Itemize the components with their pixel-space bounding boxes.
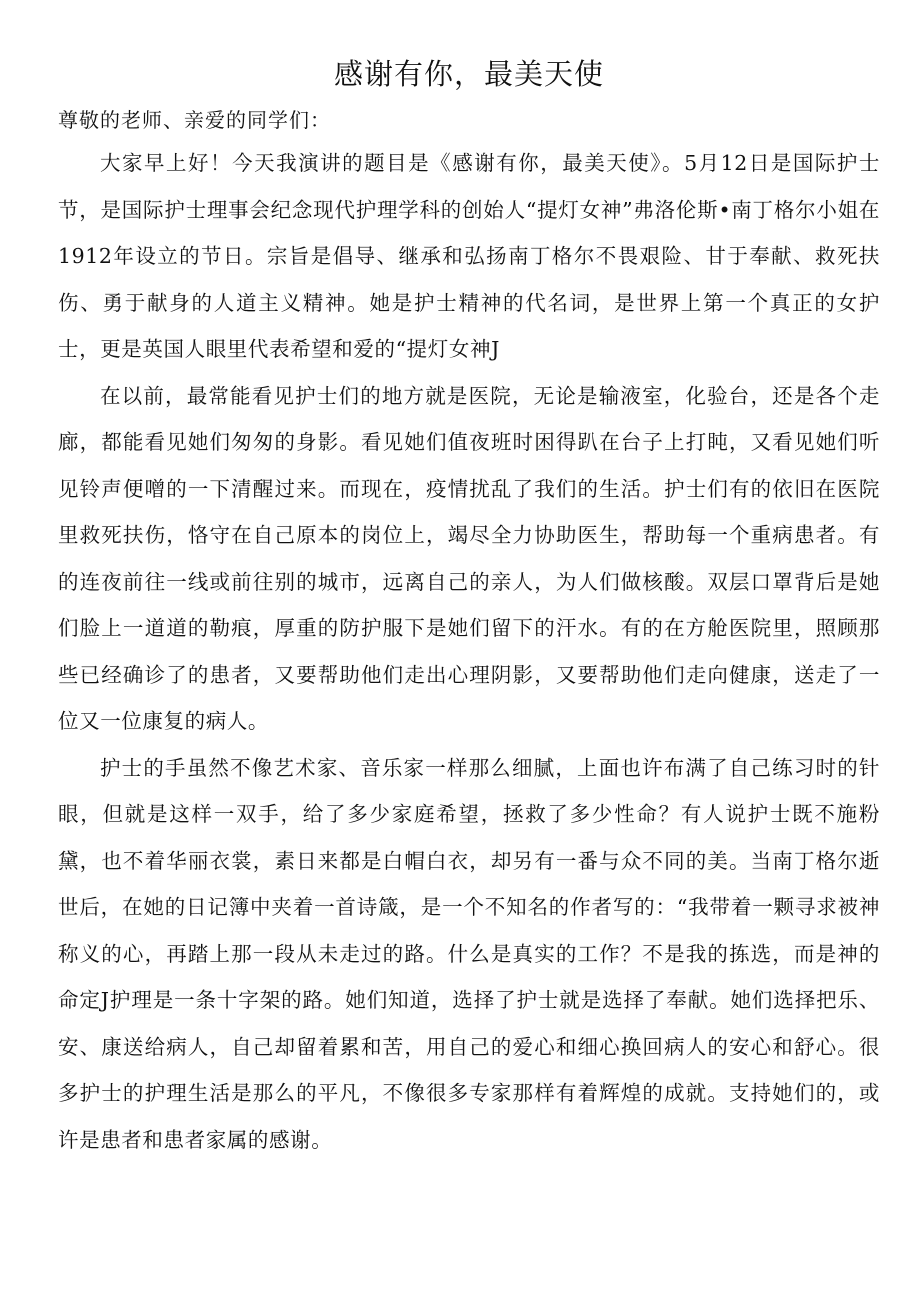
document-title: 感谢有你，最美天使: [333, 57, 604, 91]
paragraph-3: 护士的手虽然不像艺术家、音乐家一样那么细腻，上面也许布满了自己练习时的针眼，但就是这样一双手，给了多少家庭希望，拯救了多少性命？有人说护士既不施粉黛，也不着华丽衣裳，素日来都是白帽白衣，却另有一番与众不同的美。当南丁格尔逝世后，在她的日记簿中夹着一首诗箴，是一个不知名的作者写的：“我带着一颗寻求被神称义的心，再踏上那一段从未走过的路。什么是真实的工作？不是我的拣选，而是神的命定J护理是一条十字架的路。她们知道，选择了护士就是选择了奉献。她们选择把乐、安、康送给病人，自己却留着累和苦，用自己的爱心和细心换回病人的安心和舒心。很多护士的护理生活是那么的平凡，不像很多专家那样有着辉煌的成就。支持她们的，或许是患者和患者家属的感谢。: [58, 755, 880, 1152]
paragraph-1: 大家早上好！今天我演讲的题目是《感谢有你，最美天使》。5月12日是国际护士节，是国际护士理事会纪念现代护理学科的创始人“提灯女神”弗洛伦斯•南丁格尔小姐在1912年设立的节日。宗旨是倡导、继承和弘扬南丁格尔不畏艰险、甘于奉献、救死扶伤、勇于献身的人道主义精神。她是护士精神的代名词，是世界上第一个真正的女护士，更是英国人眼里代表希望和爱的“提灯女神J: [58, 151, 880, 361]
paragraph-2: 在以前，最常能看见护士们的地方就是医院，无论是输液室，化验台，还是各个走廊，都能看见她们匆匆的身影。看见她们值夜班时困得趴在台子上打盹，又看见她们听见铃声便噌的一下清醒过来。而现在，疫情扰乱了我们的生活。护士们有的依旧在医院里救死扶伤，恪守在自己原本的岗位上，竭尽全力协助医生，帮助每一个重病患者。有的连夜前往一线或前往别的城市，远离自己的亲人，为人们做核酸。双层口罩背后是她们脸上一道道的勒痕，厚重的防护服下是她们留下的汗水。有的在方舱医院里，照顾那些已经确诊了的患者，又要帮助他们走出心理阴影，又要帮助他们走向健康，送走了一位又一位康复的病人。: [58, 383, 880, 733]
salutation: 尊敬的老师、亲爱的同学们：: [58, 108, 331, 132]
